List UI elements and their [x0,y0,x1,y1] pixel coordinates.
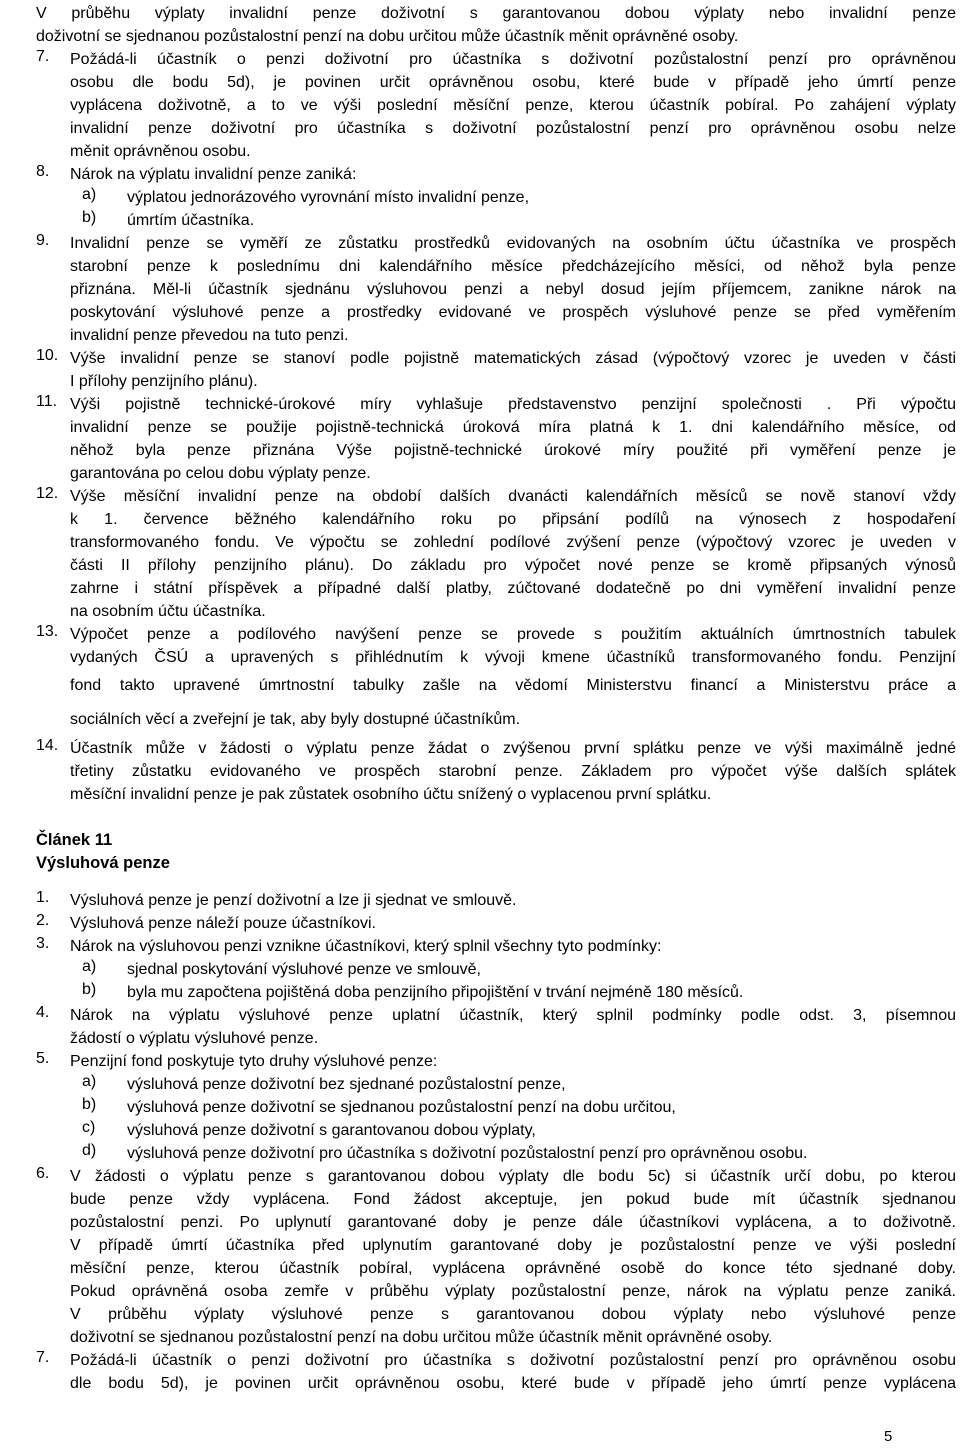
text-line: dle bodu 5d), je povinen určit oprávněnou osobu, které bude v případě jeho úmrtí penze vyplácena [70,1375,956,1392]
list-item [36,1004,956,1050]
text-line: starobní penze k poslednímu dni kalendářního měsíce předcházejícího měsíci, od něhož byla penze [70,258,956,275]
list-item [36,1349,956,1395]
item-number: 14. [36,737,59,754]
item-number: 2. [36,912,50,929]
list-item [36,48,956,163]
item-number: 7. [36,1349,50,1366]
item-number: 11. [36,393,58,410]
sub-item-text: byla mu započtena pojištěná doba penzijního připojištění v trvání nejméně 180 měsíců. [127,984,744,1001]
sub-item [70,1142,956,1165]
list-item [36,163,956,232]
text-line: V průběhu výplaty výsluhové penze s garantovanou dobou výplaty nebo výsluhové penze [70,1306,956,1323]
text-line: poskytování výsluhové penze a prostředky evidované ve prospěch výsluhové penze se před vyměřením [70,304,956,321]
item-number: 7. [36,48,50,65]
text-line: garantována po celou dobu výplaty penze. [70,465,371,482]
sub-item-text: úmrtím účastníka. [127,212,255,229]
item-number: 13. [36,623,59,640]
list-item [36,347,956,393]
continued-paragraph [36,2,956,48]
text-line: k 1. července běžného kalendářního roku po připsání podílů na výnosech z hospodaření [70,511,956,528]
item-number: 9. [36,232,50,249]
text-line: V žádosti o výplatu penze s garantovanou dobou výplaty dle bodu 5c) si účastník určí dobu, po kterou [70,1168,956,1185]
list-item [36,232,956,347]
item-number: 3. [36,935,50,952]
text-line: měsíční invalidní penze je pak zůstatek osobního účtu snížený o vyplacenou první splátku. [70,786,712,803]
text-line: Požádá-li účastník o penzi doživotní pro účastníka s doživotní pozůstalostní penzí pro oprávněnou osobu [70,1352,956,1369]
text-line: sociálních věcí a zveřejní je tak, aby byly dostupné účastníkům. [70,711,521,728]
item-number: 10. [36,347,59,364]
sub-item-letter: b) [82,209,97,226]
list-item [36,1165,956,1349]
list-item [36,1050,956,1165]
sub-item-text: výplatou jednorázového vyrovnání místo invalidní penze, [127,189,530,206]
list-item [36,485,956,623]
text-line: V případě úmrtí účastníka před uplynutím garantované doby je pozůstalostní penze ve výši poslední [70,1237,956,1254]
list-item [36,737,956,806]
article-title: Výsluhová penze [36,854,170,872]
text-line: Invalidní penze se vyměří ze zůstatku prostředků evidovaných na osobním účtu účastníka ve prospěch [70,235,956,252]
text-line: třetiny zůstatku evidovaného ve prospěch starobní penze. Základem pro výpočet výše dalších splátek [70,763,956,780]
text-line: invalidní penze doživotní pro účastníka s doživotní pozůstalostní penzí pro oprávněnou osobu nelze [70,120,956,137]
text-line: invalidní penze převedou na tuto penzi. [70,327,349,344]
document-page [36,2,956,1395]
text-line: Nárok na výplatu invalidní penze zaniká: [70,166,357,183]
text-line: části II přílohy penzijního plánu). Do základu pro výpočet nové penze se kromě připsaných výnosů [70,557,956,574]
text-line: doživotní se sjednanou pozůstalostní penzí na dobu určitou může účastník měnit oprávněné osoby. [70,1329,773,1346]
text-line: Výsluhová penze je penzí doživotní a lze ji sjednat ve smlouvě. [70,892,517,909]
sub-item [70,186,956,209]
article-heading: Článek 11 [36,831,113,849]
sub-item [70,1073,956,1096]
text-line: přiznána. Měl-li účastník sjednánu výsluhovou penzi a nebyl dosud jejím příjemcem, zanikne nárok na [70,281,956,298]
text-line: I přílohy penzijního plánu). [70,373,258,390]
sub-item-text: výsluhová penze doživotní s garantovanou dobou výplaty, [127,1122,536,1139]
sub-item-letter: b) [82,1096,97,1113]
sub-item-text: sjednal poskytování výsluhové penze ve smlouvě, [127,961,481,978]
text-line: žádostí o výplatu výsluhové penze. [70,1030,319,1047]
sub-item-letter: c) [82,1119,96,1136]
text-line: Penzijní fond poskytuje tyto druhy výsluhové penze: [70,1053,438,1070]
text-line: V průběhu výplaty invalidní penze doživotní s garantovanou dobou výplaty nebo invalidní penze [36,5,956,22]
text-line: osobu dle bodu 5d), je povinen určit oprávněnou osobu, které bude v případě jeho úmrtí penze [70,74,956,91]
sub-item-letter: d) [82,1142,97,1159]
sub-item [70,209,956,232]
page-number: 5 [884,1428,893,1445]
text-line: zahrne i státní příspěvek a případné další platby, zúčtované dodatečně po dni vyměření invalidní penze [70,580,956,597]
item-number: 1. [36,889,50,906]
sub-item [70,1096,956,1119]
sub-item-text: výsluhová penze doživotní pro účastníka s doživotní pozůstalostní penzí pro oprávněnou osobu. [127,1145,808,1162]
text-line: Pokud oprávněná osoba zemře v průběhu výplaty pozůstalostní penze, nárok na výplatu penze zaniká. [70,1283,956,1300]
text-line: transformovaného fondu. Ve výpočtu se zohlední podílové zvýšení penze (výpočtový vzorec je uveden v [70,534,956,551]
item-number: 6. [36,1165,50,1182]
list-item [36,889,956,912]
text-line: na osobním účtu účastníka. [70,603,266,620]
sub-item-text: výsluhová penze doživotní bez sjednané pozůstalostní penze, [127,1076,566,1093]
sub-item-letter: a) [82,186,97,203]
text-line: měsíční penze, kterou účastník pobíral, vyplácena oprávněné osobě do konce této sjednané doby. [70,1260,956,1277]
sub-item-letter: a) [82,1073,97,1090]
sub-item [70,981,956,1004]
text-line: pozůstalostní penzi. Po uplynutí garantované doby je penze dále účastníkovi vyplácena, a to doživotně. [70,1214,956,1231]
sub-item-letter: a) [82,958,97,975]
text-line: Účastník může v žádosti o výplatu penze žádat o zvýšenou první splátku penze ve výši maximálně jedné [70,740,956,757]
item-number: 4. [36,1004,50,1021]
text-line: Výsluhová penze náleží pouze účastníkovi. [70,915,376,932]
text-line: měnit oprávněnou osobu. [70,143,251,160]
list-item [36,935,956,1004]
text-line: doživotní se sjednanou pozůstalostní penzí na dobu určitou může účastník měnit oprávněné osoby. [36,28,739,45]
list-item [36,623,956,737]
text-line: Výpočet penze a podílového navýšení penze se provede s použitím aktuálních úmrtnostních tabulek [70,626,956,643]
text-line: vyplácena doživotně, a to ve výši poslední měsíční penze, kterou účastník pobíral. Po zahájení výplaty [70,97,956,114]
list-item [36,912,956,935]
sub-item-text: výsluhová penze doživotní se sjednanou pozůstalostní penzí na dobu určitou, [127,1099,676,1116]
text-line: něhož byla penze přiznána Výše pojistně-technické úrokové míry použité při vyměření penze je [70,442,956,459]
item-number: 12. [36,485,59,502]
text-line: vydaných ČSÚ a upravených s přihlédnutím k vývoji kmene účastníků transformovaného fondu. Penzijní [70,649,956,666]
text-line: fond takto upravené úmrtnostní tabulky zašle na vědomí Ministerstvu financí a Ministerstvu práce a [70,677,956,694]
text-line: invalidní penze se použije pojistně-technická úroková míra platná k 1. dni kalendářního měsíce, od [70,419,956,436]
text-line: Nárok na výsluhovou penzi vznikne účastníkovi, který splnil všechny tyto podmínky: [70,938,662,955]
list-item [36,393,956,485]
text-line: Výši pojistně technické-úrokové míry vyhlašuje představenstvo penzijní společnosti . Při výpočtu [70,396,956,413]
sub-item [70,1119,956,1142]
sub-item [70,958,956,981]
item-number: 8. [36,163,50,180]
sub-item-letter: b) [82,981,97,998]
text-line: Požádá-li účastník o penzi doživotní pro účastníka s doživotní pozůstalostní penzí pro oprávněnou [70,51,956,68]
text-line: Nárok na výplatu výsluhové penze uplatní účastník, který splnil podmínky podle odst. 3, písemnou [70,1007,956,1024]
text-line: Výše invalidní penze se stanoví podle pojistně matematických zásad (výpočtový vzorec je uveden v části [70,350,956,367]
text-line: Výše měsíční invalidní penze na období dalších dvanácti kalendářních měsíců se nově stanoví vždy [70,488,956,505]
item-number: 5. [36,1050,50,1067]
text-line: bude penze vždy vyplácena. Fond žádost akceptuje, jen pokud bude mít účastník sjednanou [70,1191,956,1208]
